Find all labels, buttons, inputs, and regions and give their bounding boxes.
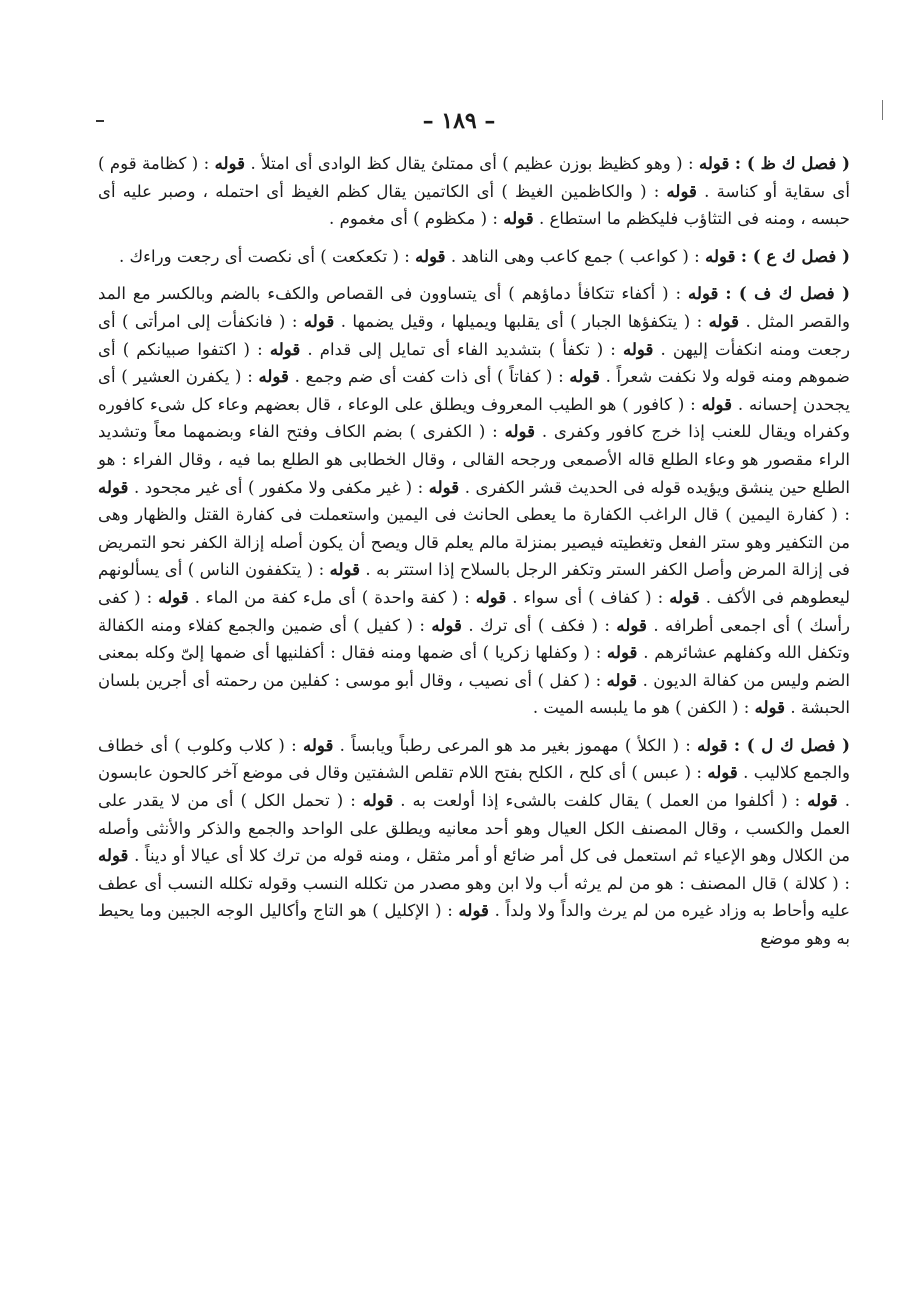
entry-keyword: قوله [705, 245, 736, 266]
entry-keyword: قوله [428, 476, 460, 497]
section-heading: ( فصل ك ف ) : [725, 283, 850, 304]
entry-text: : ( كواعب ) جمع كاعب وهى الناهد . [445, 246, 706, 266]
entry-text: : ( كلاب وكلوب ) أى خطاف والجمع كلاليب . [98, 735, 851, 783]
entry-text: : ( كفاف ) أى سواء . [506, 587, 670, 607]
section-heading: ( فصل ك ل ) : [733, 734, 851, 755]
entry-text: : ( فكف ) أى ترك . [461, 615, 617, 635]
entry-keyword: قوله [616, 614, 647, 635]
entry-keyword: قوله [607, 642, 638, 663]
section-heading: ( فصل ك ظ ) : [734, 153, 851, 173]
entry-text: : ( فانكفأت إلى امرأتى ) أى رجعت ومنه انكفأت إليهن . [98, 311, 850, 359]
dictionary-section [98, 280, 850, 722]
entry-keyword: قوله [303, 310, 335, 331]
dictionary-section [98, 732, 850, 953]
entry-keyword: قوله [258, 366, 289, 387]
entry-text: : ( تحمل الكل ) أى من لا يقدر على العمل والكسب ، وقال المصنف الكل العيال وهو أحد معانيه ويطلق على الواحد والجمع والذكر والأنثى وأصله من الكلال وهو الإعياء ثم استعمل فى كل أمر ضائع أو أمر مثقل ، ومنه قوله من ترك كلا أى عيالا أو ديناً . [98, 791, 850, 866]
entry-text: : ( اكتفوا صبيانكم ) أى ضموهم ومنه قوله ولا نكفت شعراً . [98, 339, 850, 387]
entry-keyword: قوله [569, 366, 600, 387]
entry-text: : ( والكاظمين الغيظ ) أى الكاتمين يقال كظم الغيظ أى احتمله ، وصبر عليه أى حبسه ، ومنه فى التثاؤب فليكظم ما استطاع . [98, 181, 850, 229]
entry-text: : ( كفيل ) أى ضمين والجمع كفلاء ومنه الكفالة وتكفل الله وكفلهم عشائرهم . [98, 615, 850, 663]
entry-text: : ( يتكففون الناس ) أى يسألونهم ليعطوهم فى الأكف . [98, 560, 850, 607]
entry-text: : ( كفل ) أى نصيب ، وقال أبو موسى : كفلين من رحمته أى أجرين بلسان الحبشة . [98, 670, 850, 718]
entry-keyword: قوله [362, 790, 394, 811]
section-paragraph [98, 732, 850, 953]
dictionary-section [98, 243, 850, 271]
entry-keyword: قوله [698, 153, 730, 173]
entry-text: : ( كافور ) هو الطيب المعروف ويطلق على الوعاء ، قال بعضهم وعاء كل شىء كافوره وكفراه ويقال للعنب إذا خرج كافور وكفرى . [98, 394, 850, 442]
entry-keyword: قوله [701, 393, 733, 414]
text-column [98, 150, 850, 963]
section-paragraph [98, 150, 850, 233]
entry-text: : ( غير مكفى ولا مكفور ) أى غير مجحود . [128, 477, 429, 497]
entry-keyword: قوله [669, 586, 700, 607]
entry-text: : ( كظامة قوم ) أى سقاية أو كناسة . [98, 154, 850, 201]
entry-keyword: قوله [98, 845, 129, 866]
entry-text: : ( كفة واحدة ) أى ملء كفة من الماء . [188, 587, 476, 607]
entry-text: : ( يتكفؤها الجبار ) أى يقلبها ويميلها ، وقيل يضمها . [334, 311, 709, 331]
entry-keyword: قوله [458, 900, 489, 921]
entry-text: : ( الكفن ) هو ما يلبسه الميت . [532, 698, 755, 718]
entry-text: : ( كفى رأسك ) أى اجمعى أطرافه . [98, 587, 850, 635]
entry-keyword: قوله [754, 697, 786, 718]
entry-keyword: قوله [475, 586, 507, 607]
entry-keyword: قوله [688, 283, 719, 304]
entry-keyword: قوله [622, 338, 654, 359]
entry-text: : ( تكفأ ) بتشديد الفاء أى تمايل إلى قدام . [300, 339, 623, 359]
entry-text: : ( الكفرى ) بضم الكاف وفتح الفاء وبضمهما معاً وتشديد الراء مقصور هو وعاء الطلع قاله الأصمعى ورجحه القالى ، وقال الخطابى هو الطلع بما فيه ، وقال الفراء : هو الطلع حين ينشق ويؤيده قوله فى الحديث قشر الكفرى . [98, 422, 851, 497]
entry-keyword: قوله [214, 153, 246, 173]
section-paragraph [98, 280, 850, 722]
entry-text: : ( يكفرن العشير ) أى يجحدن إحسانه . [98, 367, 851, 414]
entry-keyword: قوله [708, 310, 740, 331]
entry-keyword: قوله [415, 245, 446, 266]
entry-text: : ( الكلأ ) مهموز بغير مد هو المرعى رطباً ويابساً . [333, 735, 698, 755]
entry-text: : ( كفاتاً ) أى ذات كفت أى ضم وجمع . [288, 367, 570, 387]
entry-text: : ( الإكليل ) هو التاج وأكاليل الوجه الجبين وما يحيط به وهو موضع [98, 901, 850, 949]
entry-keyword: قوله [707, 762, 738, 783]
entry-text: : ( أكلفوا من العمل ) يقال كلفت بالشىء إذا أولعت به . [393, 791, 808, 811]
entry-keyword: قوله [504, 421, 536, 442]
entry-keyword: قوله [606, 669, 638, 690]
entry-text: : ( وكفلها زكريا ) أى ضمها ومنه فقال : أكفلنيها أى ضمها إلىّ وكله بمعنى الضم وليس من كفالة الديون . [98, 643, 850, 690]
entry-keyword: قوله [158, 586, 189, 607]
entry-text: : ( وهو كظيظ بوزن عظيم ) أى ممتلئ يقال كظ الوادى أى امتلأ . [245, 154, 699, 173]
entry-keyword: قوله [329, 559, 361, 580]
section-heading: ( فصل ك ع ) : [740, 245, 850, 266]
entry-keyword: قوله [807, 790, 838, 811]
entry-text: : ( كلالة ) قال المصنف : هو من لم يرثه أب ولا ابن وهو مصدر من تكلله النسب وقوله تكلله النسب أى عطف عليه وأحاط به وزاد غيره من لم يرث والداً ولا ولداً . [98, 873, 851, 921]
page-number: – ١٨٩ – [422, 108, 496, 134]
section-paragraph [98, 243, 850, 271]
entry-keyword: قوله [98, 476, 129, 497]
entry-keyword: قوله [697, 734, 728, 755]
entry-keyword: قوله [666, 180, 697, 201]
entry-text: : ( مكظوم ) أى مغموم . [329, 209, 504, 229]
entry-keyword: قوله [269, 338, 301, 359]
dictionary-section [98, 150, 850, 233]
entry-text: : ( عبس ) أى كلح ، الكلح بفتح اللام تقلص الشفتين وقال فى موضع آخر كالحون عابسون . [98, 763, 850, 811]
entry-text: : ( كفارة اليمين ) قال الراغب الكفارة ما يعطى الحانث فى اليمين واستعملت فى كفارة القتل والظهار وهى من التكفير وهو ستر الفعل وتغطيته فيصير بمنزلة مالم يعلم قال ويصح أن يكون أصله إزالة الكفر نحو التمريض فى إزالة المرض وأصل الكفر الستر وتكفر الرجل بالسلاح إذا استتر به . [98, 505, 850, 580]
entry-text: : ( أكفاء تتكافأ دماؤهم ) أى يتساوون فى القصاص والكفء بالضم وبالكسر مع المد والقصر المثل . [98, 284, 850, 331]
entry-keyword: قوله [302, 734, 334, 755]
entry-text: : ( تكعكعت ) أى نكصت أى رجعت وراءك . [118, 246, 416, 266]
entry-keyword: قوله [431, 614, 462, 635]
entry-keyword: قوله [503, 208, 534, 229]
